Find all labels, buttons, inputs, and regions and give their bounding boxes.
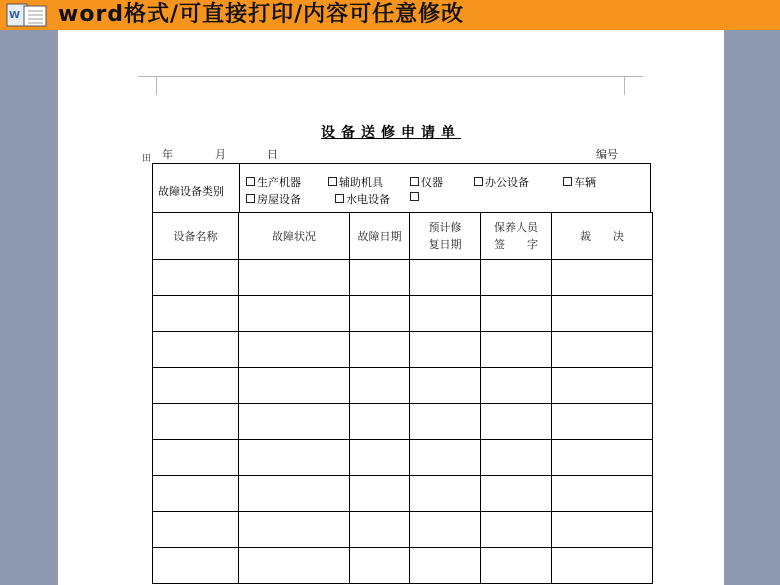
top-banner (0, 0, 780, 30)
repair-table (152, 212, 653, 584)
category-label: 故障设备类别 (158, 185, 224, 198)
day-label: 日 (267, 148, 278, 161)
table-cell[interactable] (239, 296, 350, 332)
table-cell[interactable] (153, 260, 239, 296)
document-title: 设备送修申请单 (321, 125, 461, 141)
table-cell[interactable] (239, 476, 350, 512)
table-row (153, 476, 653, 512)
header-maintainer-line1: 保养人员 (494, 221, 538, 234)
table-cell[interactable] (239, 260, 350, 296)
table-cell[interactable] (481, 296, 552, 332)
checkbox-icon (563, 177, 572, 186)
table-cell[interactable] (481, 368, 552, 404)
table-cell[interactable] (239, 368, 350, 404)
header-status: 故障状况 (239, 213, 350, 260)
category-row (152, 163, 651, 213)
banner-text: word格式/可直接打印/内容可任意修改 (58, 2, 465, 27)
table-cell[interactable] (552, 404, 653, 440)
table-cell[interactable] (153, 368, 239, 404)
table-cell[interactable] (350, 404, 410, 440)
table-cell[interactable] (410, 260, 481, 296)
table-cell[interactable] (552, 368, 653, 404)
table-cell[interactable] (410, 332, 481, 368)
header-maintainer (481, 213, 552, 260)
option-office-equipment[interactable]: 办公设备 (474, 174, 529, 190)
crop-mark-top (156, 76, 624, 77)
table-cell[interactable] (410, 512, 481, 548)
table-cell[interactable] (481, 512, 552, 548)
table-cell[interactable] (153, 440, 239, 476)
table-cell[interactable] (350, 296, 410, 332)
svg-text:W: W (9, 10, 21, 21)
checkbox-icon (410, 192, 419, 201)
category-divider (239, 164, 240, 212)
table-cell[interactable] (410, 296, 481, 332)
table-cell[interactable] (552, 332, 653, 368)
table-cell[interactable] (350, 332, 410, 368)
table-row (153, 512, 653, 548)
table-cell[interactable] (410, 368, 481, 404)
table-row (153, 332, 653, 368)
table-cell[interactable] (153, 548, 239, 584)
option-building-equipment[interactable]: 房屋设备 (246, 191, 301, 207)
table-cell[interactable] (153, 404, 239, 440)
table-cell[interactable] (481, 404, 552, 440)
option-other[interactable] (410, 191, 421, 204)
table-row (153, 368, 653, 404)
table-cell[interactable] (552, 512, 653, 548)
table-cell[interactable] (153, 332, 239, 368)
table-cell[interactable] (410, 476, 481, 512)
table-cell[interactable] (239, 548, 350, 584)
table-cell[interactable] (350, 260, 410, 296)
table-cell[interactable] (410, 440, 481, 476)
header-maintainer-line2: 签 字 (494, 238, 538, 251)
crop-mark-left (138, 76, 157, 95)
table-cell[interactable] (552, 476, 653, 512)
table-cell[interactable] (481, 332, 552, 368)
table-row (153, 404, 653, 440)
word-document-icon (6, 3, 50, 27)
option-vehicle[interactable]: 车辆 (563, 174, 596, 190)
table-cell[interactable] (552, 440, 653, 476)
month-label: 月 (215, 148, 226, 161)
table-cell[interactable] (239, 404, 350, 440)
header-expected-date (410, 213, 481, 260)
table-row (153, 296, 653, 332)
table-cell[interactable] (153, 512, 239, 548)
header-expected-line1: 预计修 (428, 221, 462, 234)
header-fault-date: 故障日期 (350, 213, 410, 260)
table-cell[interactable] (481, 260, 552, 296)
table-cell[interactable] (552, 260, 653, 296)
table-cell[interactable] (350, 440, 410, 476)
table-cell[interactable] (410, 404, 481, 440)
option-production-machine[interactable]: 生产机器 (246, 174, 301, 190)
table-cell[interactable] (239, 332, 350, 368)
year-label: 年 (162, 148, 173, 161)
header-decision: 裁 决 (552, 213, 653, 260)
table-cell[interactable] (481, 476, 552, 512)
checkbox-icon (335, 194, 344, 203)
crop-mark-right (624, 76, 643, 95)
table-cell[interactable] (552, 548, 653, 584)
checkbox-icon (474, 177, 483, 186)
table-cell[interactable] (350, 512, 410, 548)
option-water-electric[interactable]: 水电设备 (335, 191, 390, 207)
table-cell[interactable] (481, 440, 552, 476)
table-cell[interactable] (350, 368, 410, 404)
table-cell[interactable] (410, 548, 481, 584)
number-label: 编号 (596, 148, 618, 161)
table-body (153, 260, 653, 584)
table-row (153, 260, 653, 296)
option-auxiliary-tools[interactable]: 辅助机具 (328, 174, 383, 190)
header-name: 设备名称 (153, 213, 239, 260)
table-cell[interactable] (481, 548, 552, 584)
table-cell[interactable] (350, 476, 410, 512)
table-cell[interactable] (350, 548, 410, 584)
checkbox-icon (246, 194, 255, 203)
table-cell[interactable] (153, 476, 239, 512)
table-row (153, 548, 653, 584)
table-cell[interactable] (239, 440, 350, 476)
table-cell[interactable] (552, 296, 653, 332)
checkbox-icon (328, 177, 337, 186)
table-cell[interactable] (153, 296, 239, 332)
table-row (153, 440, 653, 476)
header-row (153, 213, 653, 260)
option-instrument[interactable]: 仪器 (410, 174, 443, 190)
checkbox-icon (246, 177, 255, 186)
checkbox-icon (410, 177, 419, 186)
table-cell[interactable] (239, 512, 350, 548)
date-field-mark: 田 (142, 154, 152, 164)
header-expected-line2: 复日期 (428, 238, 462, 251)
